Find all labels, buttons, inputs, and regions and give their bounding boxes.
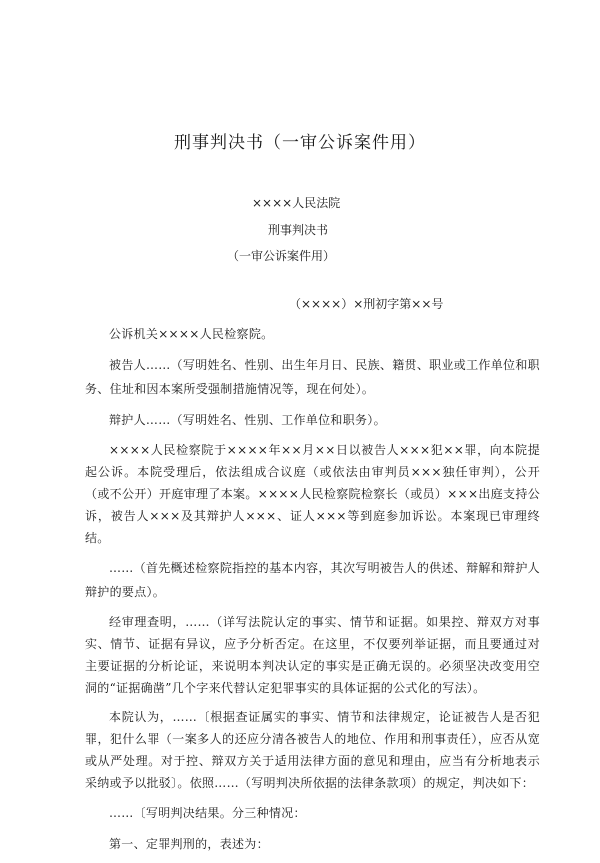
paragraph-defendant: 被告人……（写明姓名、性别、出生年月日、民族、籍贯、职业或工作单位和职务、住址和因本案所受强制措施情况等，现在何处）。 [85, 358, 540, 396]
paragraph-first-case: 第一、定罪判刑的，表述为： [109, 837, 269, 851]
paragraph-charges-summary: ……（首先概述检察院指控的基本内容，其次写明被告人的供述、辩解和辩护人辩护的要点）。 [85, 561, 540, 599]
document-title: 刑事判决书（一审公诉案件用） [174, 133, 426, 153]
document-subtitle: （一审公诉案件用） [227, 249, 336, 263]
case-number: （××××）×刑初字第××号 [289, 297, 444, 311]
document-type: 刑事判决书 [268, 223, 329, 237]
paragraph-case-procedure: ××××人民检察院于××××年××月××日以被告人×××犯××罪，向本院提起公诉。本院受理后，依法组成合议庭（或依法由审判员×××独任审判），公开（或不公开）开庭审理了本案。××××人民检察院检察长（或员）×××出庭支持公诉，被告人×××及其辩护人×××、证人×××等到庭参加诉讼。本案现已审理终结。 [85, 443, 540, 545]
court-name: ××××人民法院 [252, 196, 341, 210]
paragraph-judgment-result: ……〔写明判决结果。分三种情况： [109, 806, 306, 820]
document-body [85, 322, 540, 863]
paragraph-facts-found: 经审理查明，……（详写法院认定的事实、情节和证据。如果控、辩双方对事实、情节、证据有异议，应予分析否定。在这里，不仅要列举证据，而且要通过对主要证据的分析论证，来说明本判决认定的事实是正确无误的。必须坚决改变用空洞的“证据确凿”几个字来代替认定犯罪事实的具体证据的公式化的写法）。 [85, 615, 540, 695]
paragraph-prosecutor: 公诉机关××××人民检察院。 [109, 327, 274, 341]
paragraph-court-opinion: 本院认为，……〔根据查证属实的事实、情节和法律规定，论证被告人是否犯罪，犯什么罪（一案多人的还应分清各被告人的地位、作用和刑事责任），应否从宽或从严处理。对于控、辩双方关于适用法律方面的意见和理由，应当有分析地表示采纳或予以批驳〕。依照……（写明判决所依据的法律条款项）的规定，判决如下： [85, 710, 540, 790]
paragraph-defender: 辩护人……（写明姓名、性别、工作单位和职务）。 [109, 413, 386, 427]
